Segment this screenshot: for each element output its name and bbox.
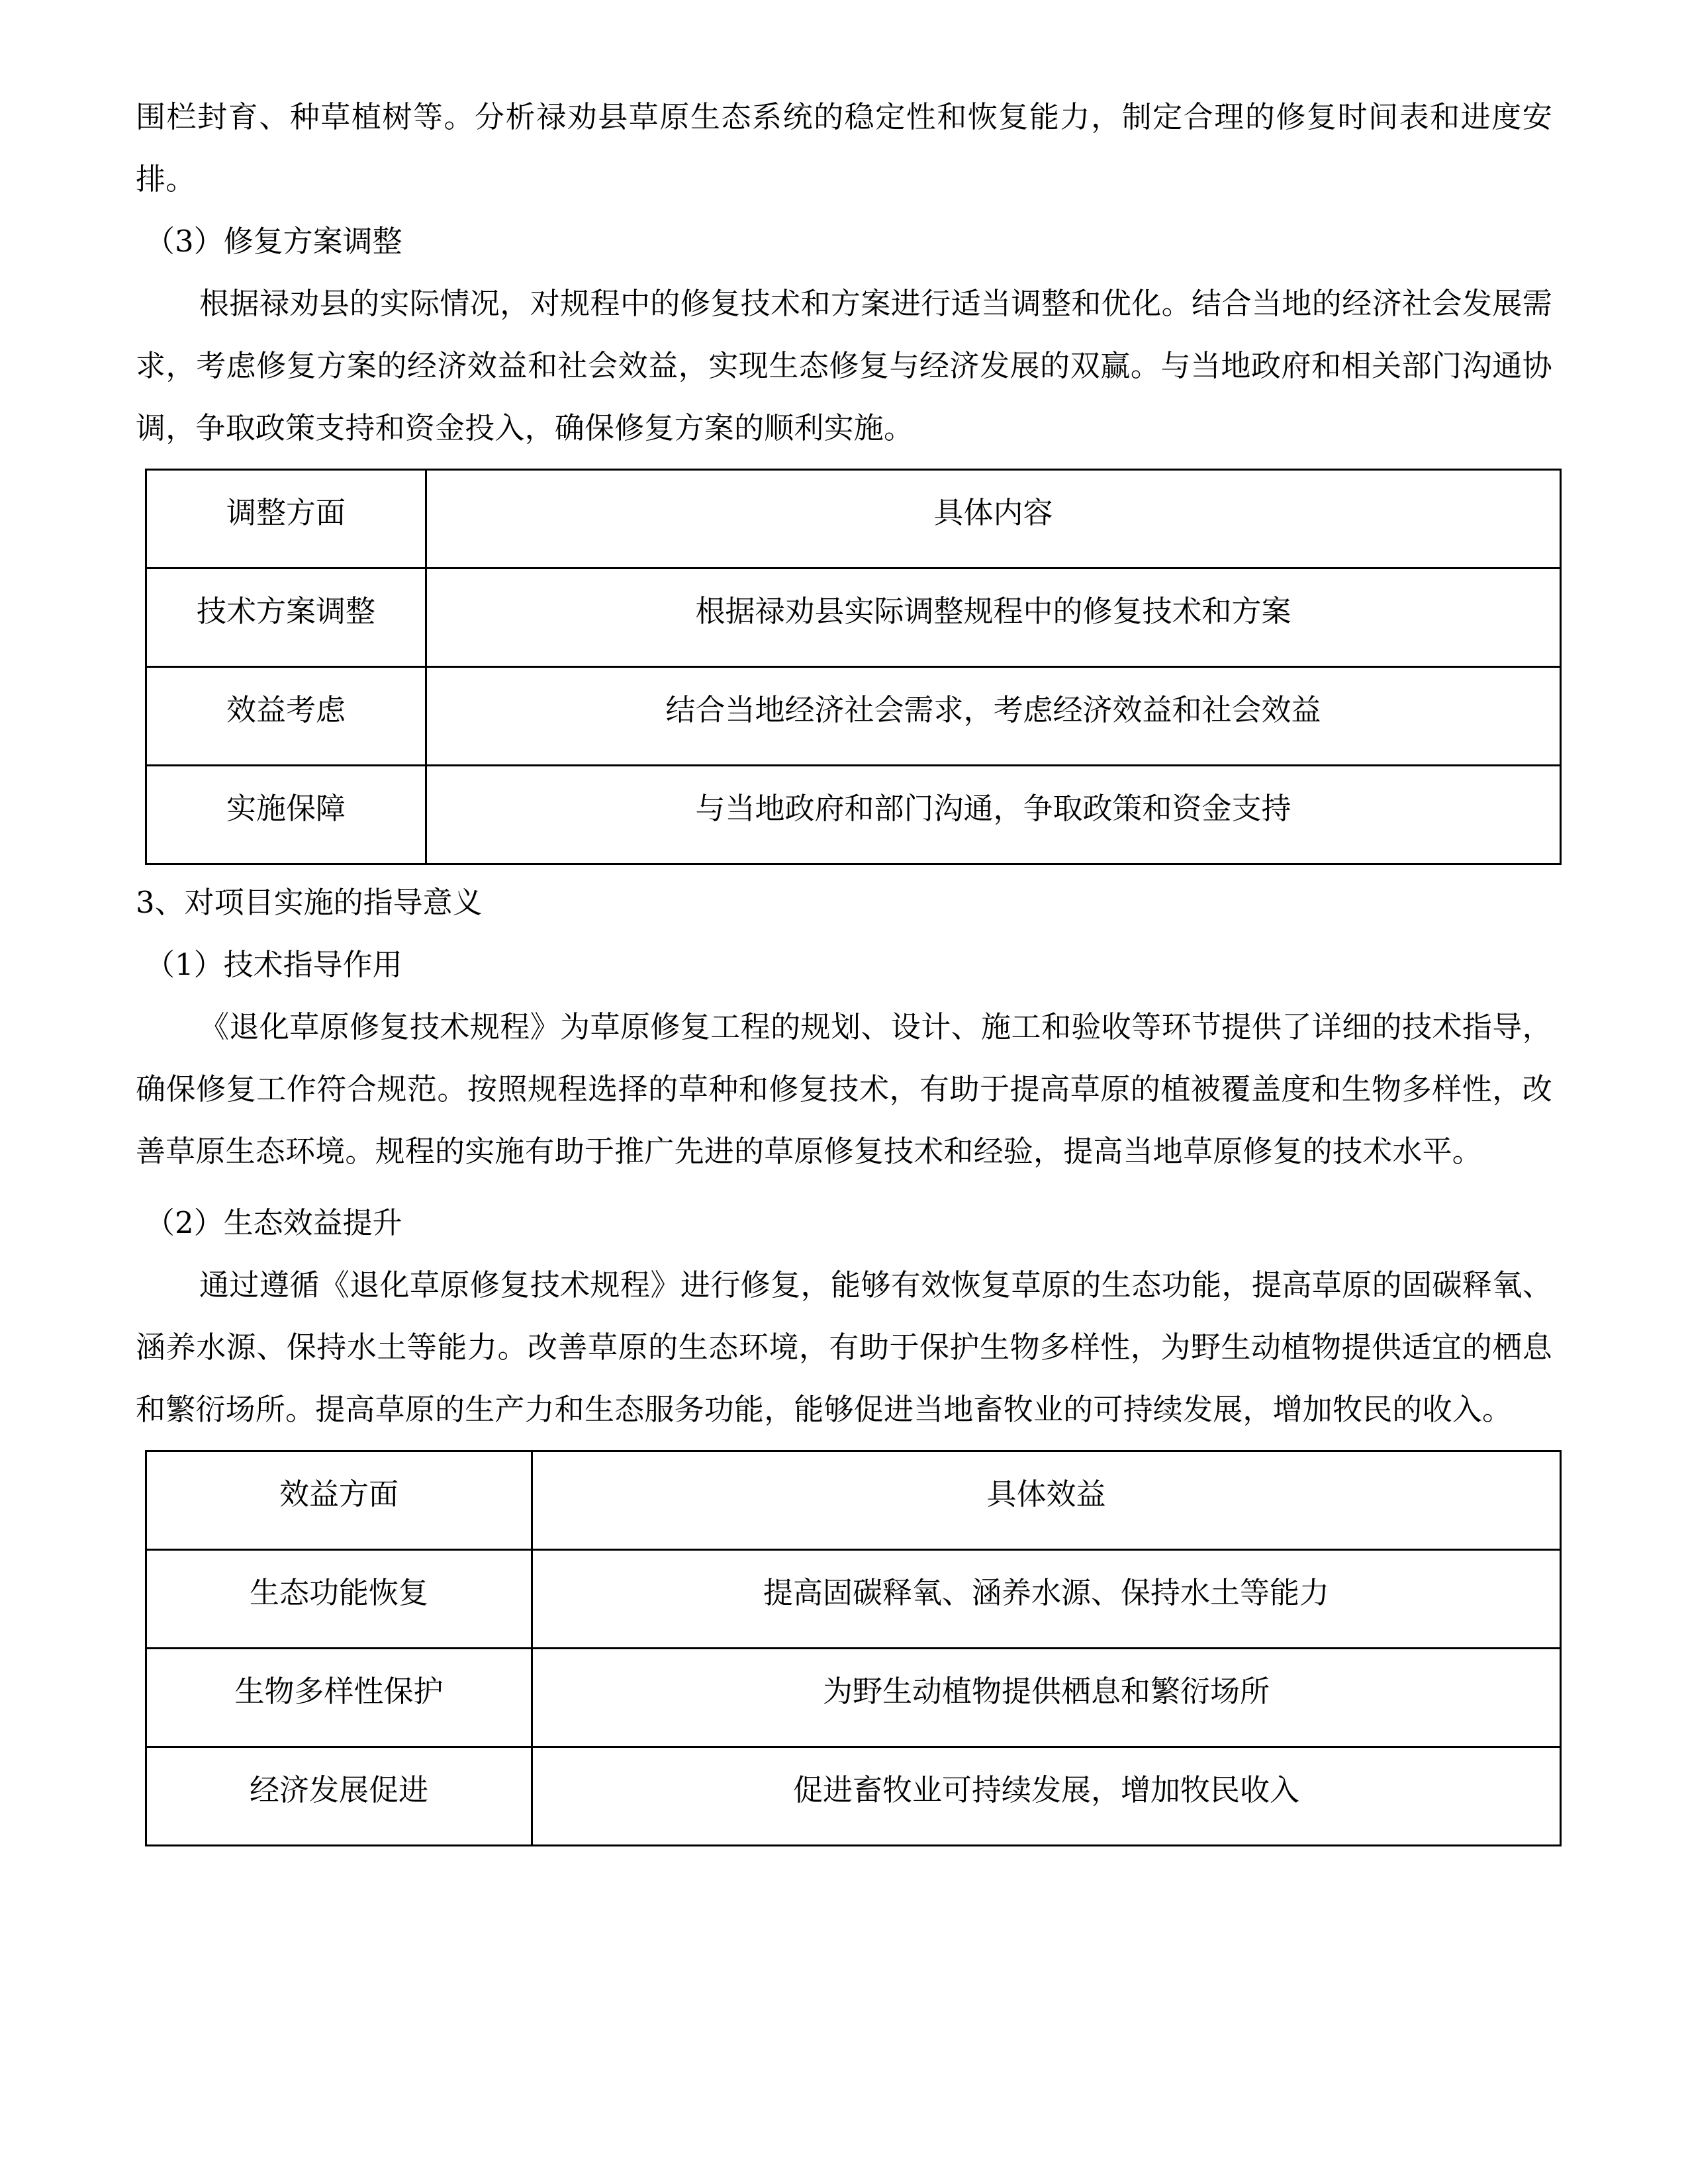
paragraph-repair-plan-adjustment: 根据禄劝县的实际情况，对规程中的修复技术和方案进行适当调整和优化。结合当地的经济社会发展需求，考虑修复方案的经济效益和社会效益，实现生态修复与经济发展的双赢。与当地政府和相关部门沟通协调，争取政策支持和资金投入，确保修复方案的顺利实施。 (136, 286, 1552, 445)
table-cell-benefit-aspect: 生物多样性保护 (146, 1649, 532, 1747)
table-cell-aspect: 效益考虑 (146, 667, 426, 766)
table-header-cell-content: 具体内容 (426, 470, 1561, 569)
paragraph-continued: 围栏封育、种草植树等。分析禄劝县草原生态系统的稳定性和恢复能力，制定合理的修复时间表和进度安排。 (136, 99, 1552, 197)
table-row (146, 1649, 1561, 1747)
table-cell-benefit-aspect: 经济发展促进 (146, 1747, 532, 1846)
table-header-cell-benefit-aspect: 效益方面 (146, 1451, 532, 1550)
table-header-row (146, 1451, 1561, 1550)
heading-section-3: 3、对项目实施的指导意义 (136, 885, 483, 920)
table-row (146, 1550, 1561, 1649)
table-cell-benefit-detail: 促进畜牧业可持续发展，增加牧民收入 (532, 1747, 1561, 1846)
table-row (146, 667, 1561, 766)
paragraph-ecological-benefit: 通过遵循《退化草原修复技术规程》进行修复，能够有效恢复草原的生态功能，提高草原的固碳释氧、涵养水源、保持水土等能力。改善草原的生态环境，有助于保护生物多样性，为野生动植物提供适宜的栖息和繁衍场所。提高草原的生产力和生态服务功能，能够促进当地畜牧业的可持续发展，增加牧民的收入。 (136, 1267, 1552, 1427)
table-cell-aspect: 实施保障 (146, 766, 426, 864)
table-cell-aspect: 技术方案调整 (146, 569, 426, 667)
table-cell-benefit-detail: 为野生动植物提供栖息和繁衍场所 (532, 1649, 1561, 1747)
paragraph-spacer (136, 1183, 1552, 1192)
heading-ecological-benefit: （2）生态效益提升 (145, 1205, 402, 1240)
table-adjustment (145, 469, 1562, 865)
table-cell-benefit-detail: 提高固碳释氧、涵养水源、保持水土等能力 (532, 1550, 1561, 1649)
table-cell-content: 根据禄劝县实际调整规程中的修复技术和方案 (426, 569, 1561, 667)
table-header-row (146, 470, 1561, 569)
heading-repair-plan-adjustment: （3）修复方案调整 (145, 224, 402, 259)
table-cell-content: 结合当地经济社会需求，考虑经济效益和社会效益 (426, 667, 1561, 766)
table-row (146, 766, 1561, 864)
table-row (146, 569, 1561, 667)
table-cell-benefit-aspect: 生态功能恢复 (146, 1550, 532, 1649)
paragraph-technical-guidance: 《退化草原修复技术规程》为草原修复工程的规划、设计、施工和验收等环节提供了详细的技术指导，确保修复工作符合规范。按照规程选择的草种和修复技术，有助于提高草原的植被覆盖度和生物多样性，改善草原生态环境。规程的实施有助于推广先进的草原修复技术和经验，提高当地草原修复的技术水平。 (136, 1009, 1552, 1169)
table-benefits (145, 1450, 1562, 1846)
heading-technical-guidance: （1）技术指导作用 (145, 947, 402, 982)
table-header-cell-benefit-detail: 具体效益 (532, 1451, 1561, 1550)
table-cell-content: 与当地政府和部门沟通，争取政策和资金支持 (426, 766, 1561, 864)
table-header-cell-aspect: 调整方面 (146, 470, 426, 569)
table-row (146, 1747, 1561, 1846)
